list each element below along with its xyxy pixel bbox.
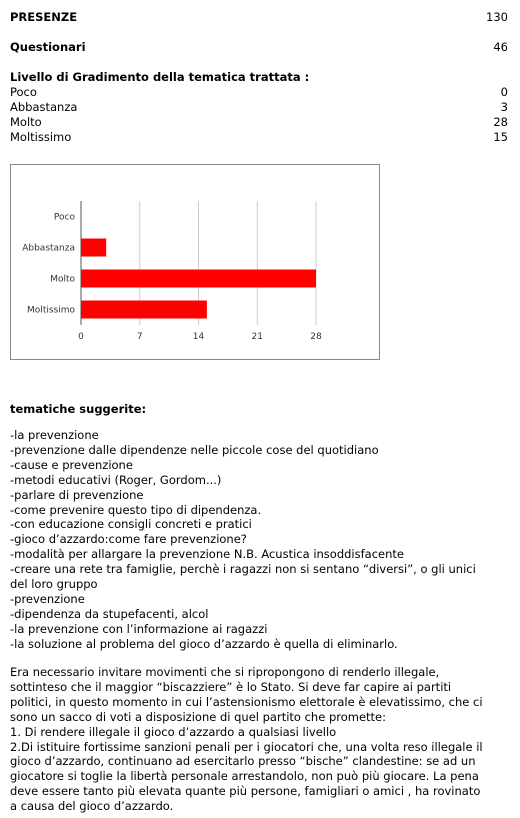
- gradimento-value: 28: [493, 115, 508, 129]
- list-item: -prevenzione: [10, 591, 85, 606]
- list-item: -parlare di prevenzione: [10, 487, 144, 502]
- presenze-label: PRESENZE: [10, 10, 78, 24]
- list-item: -metodi educativi (Roger, Gordom...): [10, 472, 222, 487]
- list-item: -come prevenire questo tipo di dipendenza.: [10, 502, 262, 517]
- paragraph-text: Era necessario invitare movimenti che si ripropongono di renderlo illegale, sottinteso che il maggior “biscazziere” è lo Stato. Si deve far capire ai partiti politici, in questo momento in cui l’astensionismo elettorale è elevatissimo, che ci sono un sacco di voti a disposizione di quel partito che promette:: [10, 665, 483, 724]
- gradimento-label: Molto: [10, 115, 42, 129]
- x-tick-label: 14: [192, 332, 205, 342]
- gradimento-value: 3: [500, 100, 508, 114]
- bar-molto: [81, 270, 316, 288]
- y-category-label: Abbastanza: [22, 243, 75, 254]
- y-category-label: Poco: [53, 212, 75, 223]
- presenze-row: [10, 10, 508, 25]
- gradimento-chart: [10, 164, 380, 360]
- list-item: -gioco d’azzardo:come fare prevenzione?: [10, 532, 247, 547]
- list-item: -creare una rete tra famiglie, perchè i ragazzi non si sentano “diversi”, o gli unici del loro gruppo: [10, 562, 476, 592]
- gradimento-row-abbastanza: [10, 100, 508, 115]
- chart-svg: [11, 165, 379, 359]
- list-item: -prevenzione dalle dipendenze nelle piccole cose del quotidiano: [10, 442, 379, 457]
- y-category-label: Moltissimo: [27, 305, 75, 316]
- y-category-label: Molto: [50, 274, 75, 285]
- list-item: -cause e prevenzione: [10, 457, 133, 472]
- tematiche-list: [10, 428, 490, 652]
- list-item: -la soluzione al problema del gioco d’azzardo è quella di eliminarlo.: [10, 636, 398, 651]
- presenze-value: 130: [486, 10, 508, 24]
- list-item: -la prevenzione: [10, 428, 99, 442]
- gradimento-label: Moltissimo: [10, 130, 72, 144]
- gradimento-title: Livello di Gradimento della tematica trattata :: [10, 70, 310, 84]
- gradimento-label: Abbastanza: [10, 100, 78, 114]
- paragraph-point-2: 2.Di istituire fortissime sanzioni penali per i giocatori che, una volta reso illegale il gioco d’azzardo, continuano ad esercitarlo presso “bische” clandestine: se ad un giocatore si toglie la libertà personale arrestandolo, non può più giocare. La pena deve essere tanto più elevata quante più persone, famigliari o amici , ha rovinato a causa del gioco d’azzardo.: [10, 739, 483, 814]
- x-tick-label: 0: [78, 332, 84, 342]
- list-item: -dipendenza da stupefacenti, alcol: [10, 606, 209, 621]
- gradimento-value: 15: [493, 130, 508, 144]
- questionari-label: Questionari: [10, 40, 86, 54]
- list-item: -la prevenzione con l’informazione ai ragazzi: [10, 621, 268, 636]
- gradimento-row-moltissimo: [10, 130, 508, 145]
- x-tick-label: 21: [251, 332, 263, 342]
- list-item: -con educazione consigli concreti e pratici: [10, 517, 252, 532]
- tematiche-title: tematiche suggerite:: [10, 402, 147, 416]
- list-item: -modalità per allargare la prevenzione N.B. Acustica insoddisfacente: [10, 547, 404, 562]
- bar-abbastanza: [81, 239, 106, 257]
- gradimento-label: Poco: [10, 85, 37, 99]
- bar-moltissimo: [81, 301, 207, 319]
- gradimento-row-poco: [10, 85, 508, 100]
- body-paragraph: [10, 665, 490, 814]
- x-tick-label: 7: [136, 332, 143, 342]
- gradimento-row-molto: [10, 115, 508, 130]
- gradimento-value: 0: [500, 85, 508, 99]
- questionari-row: [10, 40, 508, 55]
- x-tick-label: 28: [310, 332, 322, 342]
- paragraph-point-1: 1. Di rendere illegale il gioco d’azzardo a qualsiasi livello: [10, 724, 337, 739]
- questionari-value: 46: [493, 40, 508, 54]
